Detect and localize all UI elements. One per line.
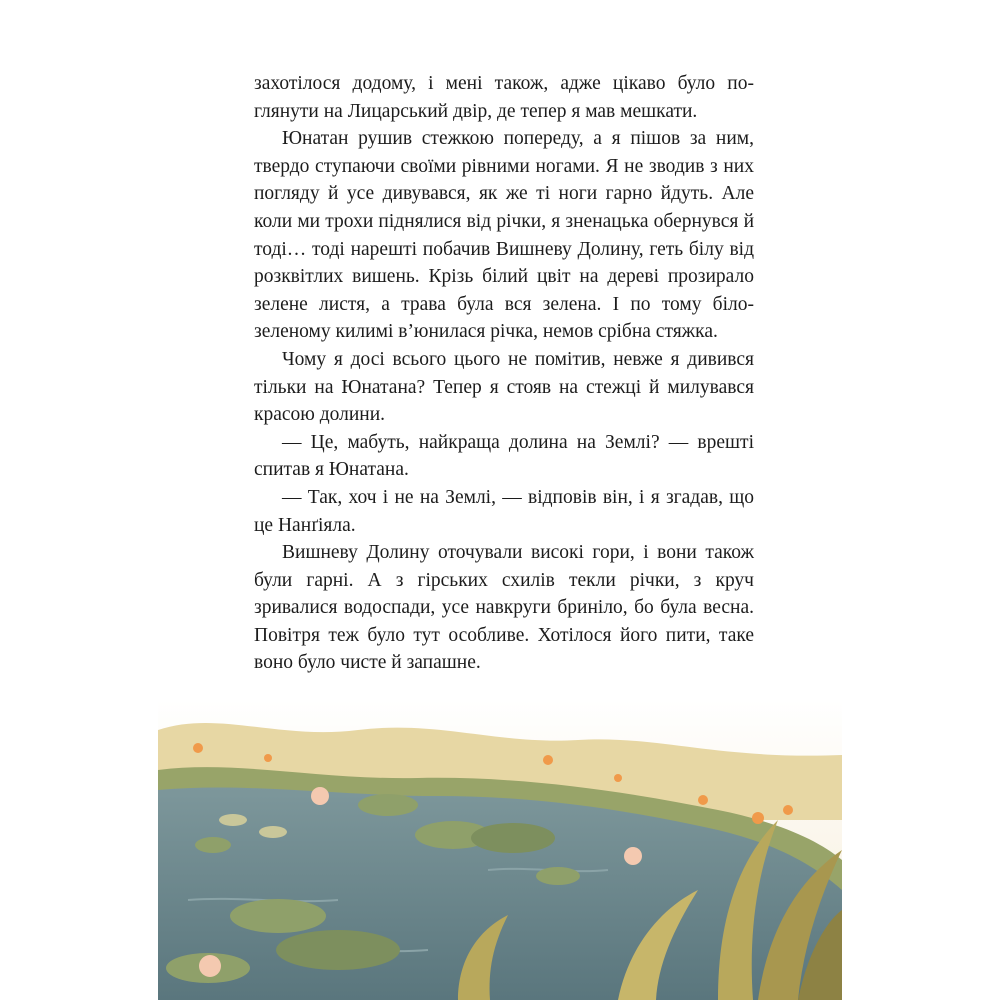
water-lily-flower — [624, 847, 642, 865]
flower — [193, 743, 203, 753]
lily-pad — [358, 794, 418, 816]
pond-illustration — [158, 700, 842, 1000]
lily-pad — [276, 930, 400, 970]
flower — [614, 774, 622, 782]
paragraph-3: Чому я досі всього цього не помітив, невже я дивився тільки на Юнатана? Тепер я стояв на стежці й милувався красою долини. — [254, 348, 754, 426]
flower — [752, 812, 764, 824]
paragraph-2: Юнатан рушив стежкою попереду, а я пішов за ним, твердо ступаючи своїми рівними ногами. Я не зводив з них погляду й усе дивувався, як же ті ноги гарно йдуть. Але коли ми трохи піднялися від річки, я зненацька обернувся й тоді… тоді нарешті побачив Вишневу Долину, геть білу від розквітлих вишень. Крізь білий цвіт на дереві прозирало зелене листя, а трава була вся зелена. І по тому біло-зеленому килимі в’юнилася річка, немов срібна стяжка. — [254, 128, 754, 343]
lily-pad — [195, 837, 231, 853]
paragraph-5: — Так, хоч і не на Землі, — відповів він, і я згадав, що це Нанґіяла. — [254, 486, 754, 536]
story-text — [254, 70, 754, 677]
flower — [698, 795, 708, 805]
lily-pad — [259, 826, 287, 838]
lily-pad — [536, 867, 580, 885]
lily-pad — [230, 899, 326, 933]
flower — [264, 754, 272, 762]
flower — [783, 805, 793, 815]
flower — [543, 755, 553, 765]
paragraph-6: Вишневу Долину оточували високі гори, і вони також були гарні. А з гірських схилів текли річки, з круч зривалися водоспади, усе навкруги бриніло, бо була весна. Повітря теж було тут особливе. Хотілося його пити, таке воно було чисте й запашне. — [254, 542, 754, 674]
water-lily-flower — [199, 955, 221, 977]
water-lily-flower — [311, 787, 329, 805]
lily-pad — [219, 814, 247, 826]
paragraph-4: — Це, мабуть, найкраща долина на Землі? — врешті спитав я Юнатана. — [254, 431, 754, 481]
lily-pad — [471, 823, 555, 853]
paragraph-1: захотілося додому, і мені також, адже цікаво було поглянути на Лицарський двір, де тепер я мав мешкати. — [254, 73, 754, 122]
